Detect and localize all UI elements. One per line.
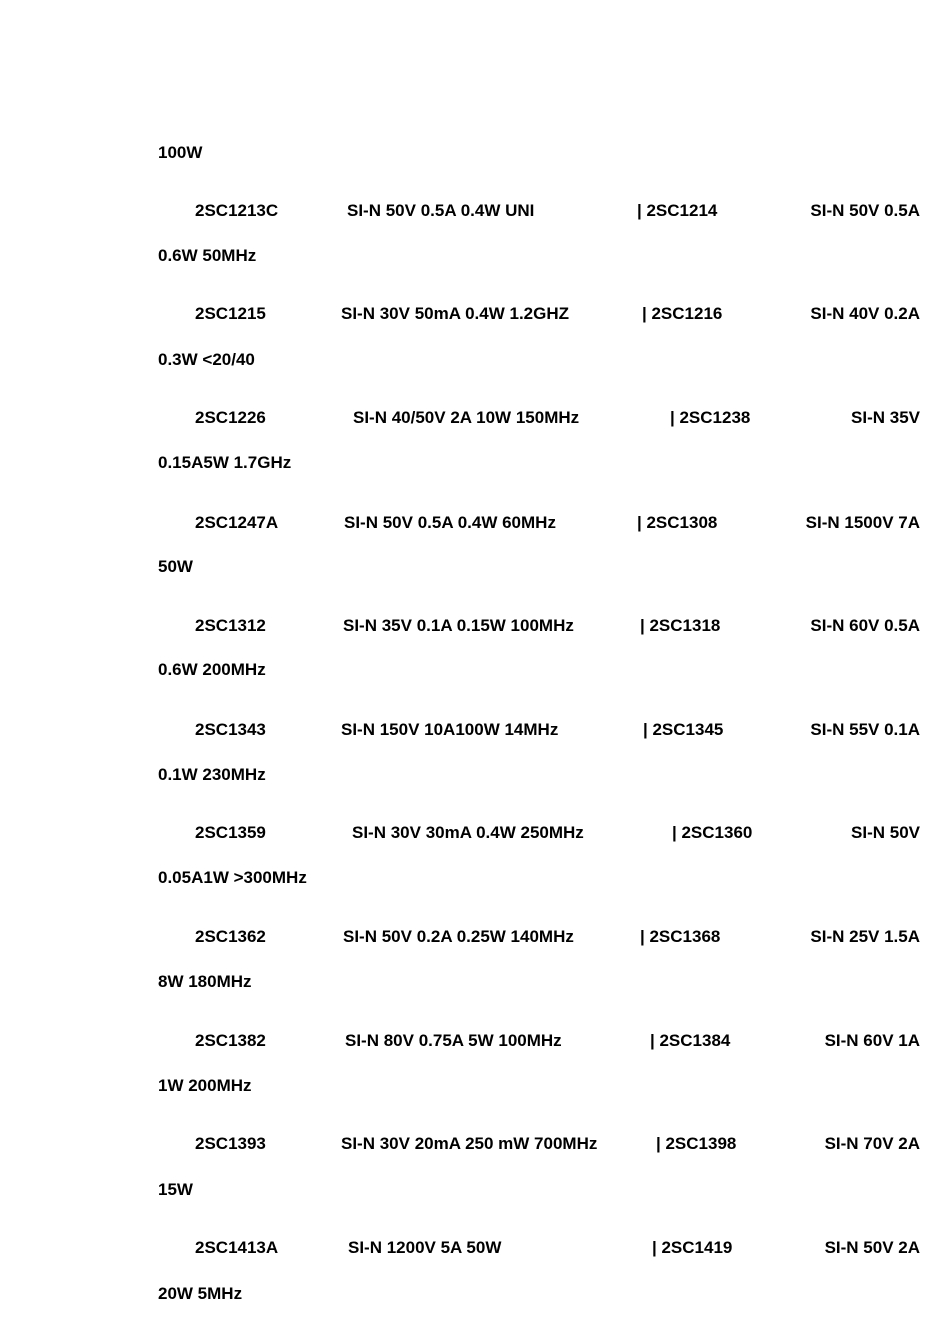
- part-number: | 2SC1384: [650, 1031, 731, 1050]
- part-spec: SI-N 35V 0.1A 0.15W 100MHz: [343, 616, 574, 635]
- part-number: | 2SC1360: [672, 823, 753, 842]
- part-spec: SI-N 80V 0.75A 5W 100MHz: [345, 1031, 562, 1050]
- part-number: 2SC1213C: [195, 201, 279, 220]
- part-number: | 2SC1318: [640, 616, 721, 635]
- spec-continuation: 0.3W <20/40: [158, 350, 255, 369]
- spec-continuation: 8W 180MHz: [158, 972, 252, 991]
- spec-continuation: 0.15A5W 1.7GHz: [158, 453, 292, 472]
- part-spec: SI-N 55V 0.1A: [810, 720, 920, 739]
- part-number: 2SC1343: [195, 720, 266, 739]
- part-spec: SI-N 70V 2A: [824, 1134, 920, 1153]
- part-spec: SI-N 50V 0.5A: [810, 201, 920, 220]
- part-spec: SI-N 40/50V 2A 10W 150MHz: [353, 408, 580, 427]
- spec-continuation: 50W: [158, 557, 193, 576]
- spec-continuation: 15W: [158, 1180, 193, 1199]
- part-number: | 2SC1419: [652, 1238, 733, 1257]
- spec-continuation: 1W 200MHz: [158, 1076, 252, 1095]
- part-number: | 2SC1214: [637, 201, 718, 220]
- part-number: 2SC1382: [195, 1031, 266, 1050]
- part-number: 2SC1312: [195, 616, 266, 635]
- part-spec: SI-N 50V 0.5A 0.4W UNI: [347, 201, 535, 220]
- part-number: 2SC1393: [195, 1134, 266, 1153]
- part-spec: SI-N 50V 0.2A 0.25W 140MHz: [343, 927, 574, 946]
- part-number: | 2SC1345: [643, 720, 724, 739]
- part-number: | 2SC1368: [640, 927, 721, 946]
- part-number: | 2SC1238: [670, 408, 751, 427]
- part-spec: SI-N 40V 0.2A: [810, 304, 920, 323]
- part-spec: SI-N 50V 0.5A 0.4W 60MHz: [344, 513, 556, 532]
- part-spec: SI-N 50V 2A: [824, 1238, 920, 1257]
- part-spec: SI-N 35V: [851, 408, 920, 427]
- part-spec: SI-N 30V 50mA 0.4W 1.2GHZ: [341, 304, 570, 323]
- part-spec: SI-N 30V 20mA 250 mW 700MHz: [341, 1134, 598, 1153]
- part-number: | 2SC1308: [637, 513, 718, 532]
- spec-continuation: 0.6W 200MHz: [158, 660, 266, 679]
- part-number: | 2SC1398: [656, 1134, 737, 1153]
- part-number: 2SC1247A: [195, 513, 279, 532]
- part-number: | 2SC1216: [642, 304, 723, 323]
- part-number: 2SC1362: [195, 927, 266, 946]
- part-spec: SI-N 150V 10A100W 14MHz: [341, 720, 559, 739]
- part-number: 2SC1359: [195, 823, 266, 842]
- spec-continuation: 0.1W 230MHz: [158, 765, 266, 784]
- spec-continuation: 0.6W 50MHz: [158, 246, 257, 265]
- part-spec: SI-N 1200V 5A 50W: [348, 1238, 502, 1257]
- lead-text: 100W: [158, 143, 203, 162]
- part-spec: SI-N 30V 30mA 0.4W 250MHz: [352, 823, 584, 842]
- spec-continuation: 0.05A1W >300MHz: [158, 868, 307, 887]
- part-spec: SI-N 1500V 7A: [805, 513, 920, 532]
- part-number: 2SC1413A: [195, 1238, 279, 1257]
- part-number: 2SC1226: [195, 408, 266, 427]
- part-spec: SI-N 25V 1.5A: [810, 927, 920, 946]
- part-spec: SI-N 50V: [851, 823, 920, 842]
- spec-continuation: 20W 5MHz: [158, 1284, 243, 1303]
- part-number: 2SC1215: [195, 304, 266, 323]
- part-spec: SI-N 60V 1A: [824, 1031, 920, 1050]
- part-spec: SI-N 60V 0.5A: [810, 616, 920, 635]
